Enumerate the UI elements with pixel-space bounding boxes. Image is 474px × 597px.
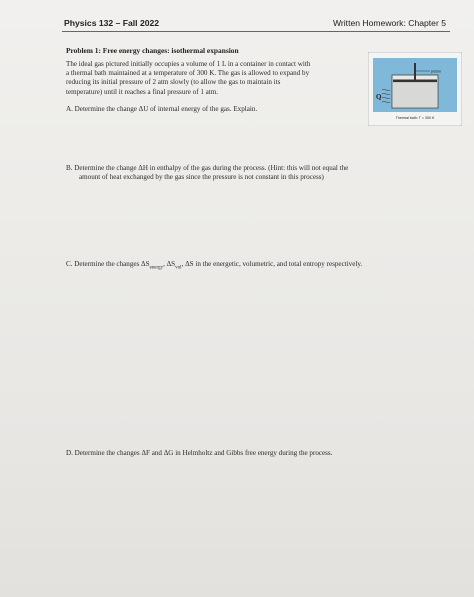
header-divider bbox=[62, 31, 450, 32]
question-d: D. Determine the changes ΔF and ΔG in Helmholtz and Gibbs free energy during the process. bbox=[66, 449, 333, 457]
problem-title: Problem 1: Free energy changes: isothermal expansion bbox=[66, 46, 239, 55]
question-c-prefix: C. Determine the changes ΔS bbox=[66, 260, 150, 268]
course-title: Physics 132 – Fall 2022 bbox=[64, 18, 160, 28]
question-c-suffix: , ΔS in the energetic, volumetric, and total entropy respectively. bbox=[181, 260, 363, 268]
intro-line: a thermal bath maintained at a temperature of 300 K. The gas is allowed to expand by bbox=[66, 69, 310, 78]
subscript-vol: vol bbox=[175, 265, 182, 271]
piston-rod bbox=[414, 63, 416, 80]
piston-label: piston bbox=[431, 69, 442, 74]
subscript-energy: energy bbox=[149, 265, 164, 271]
intro-line: temperature) until it reaches a final pressure of 1 atm. bbox=[66, 87, 219, 96]
question-a: A. Determine the change ΔU of internal energy of the gas. Explain. bbox=[66, 105, 258, 113]
question-c bbox=[66, 260, 362, 273]
gas-region bbox=[393, 82, 437, 107]
intro-line: The ideal gas pictured initially occupies a volume of 1 L in a container in contact with bbox=[66, 60, 311, 68]
intro-line: reducing its initial pressure of 2 atm slowly (to allow the gas to maintain its bbox=[66, 78, 281, 87]
thermal-bath-label: Thermal bath: T = 300 K bbox=[395, 116, 435, 120]
heat-label: Q bbox=[376, 93, 382, 101]
assignment-title: Written Homework: Chapter 5 bbox=[332, 18, 446, 28]
piston-figure bbox=[368, 52, 462, 126]
question-b bbox=[66, 164, 348, 182]
question-b-line-1: B. Determine the change ΔH in enthalpy of the gas during the process. (Hint: this will not equal the bbox=[66, 164, 349, 172]
question-b-line-2: amount of heat exchanged by the gas since the pressure is not constant in this process) bbox=[79, 173, 324, 182]
problem-intro bbox=[66, 60, 362, 97]
question-c-mid: , ΔS bbox=[163, 260, 176, 268]
